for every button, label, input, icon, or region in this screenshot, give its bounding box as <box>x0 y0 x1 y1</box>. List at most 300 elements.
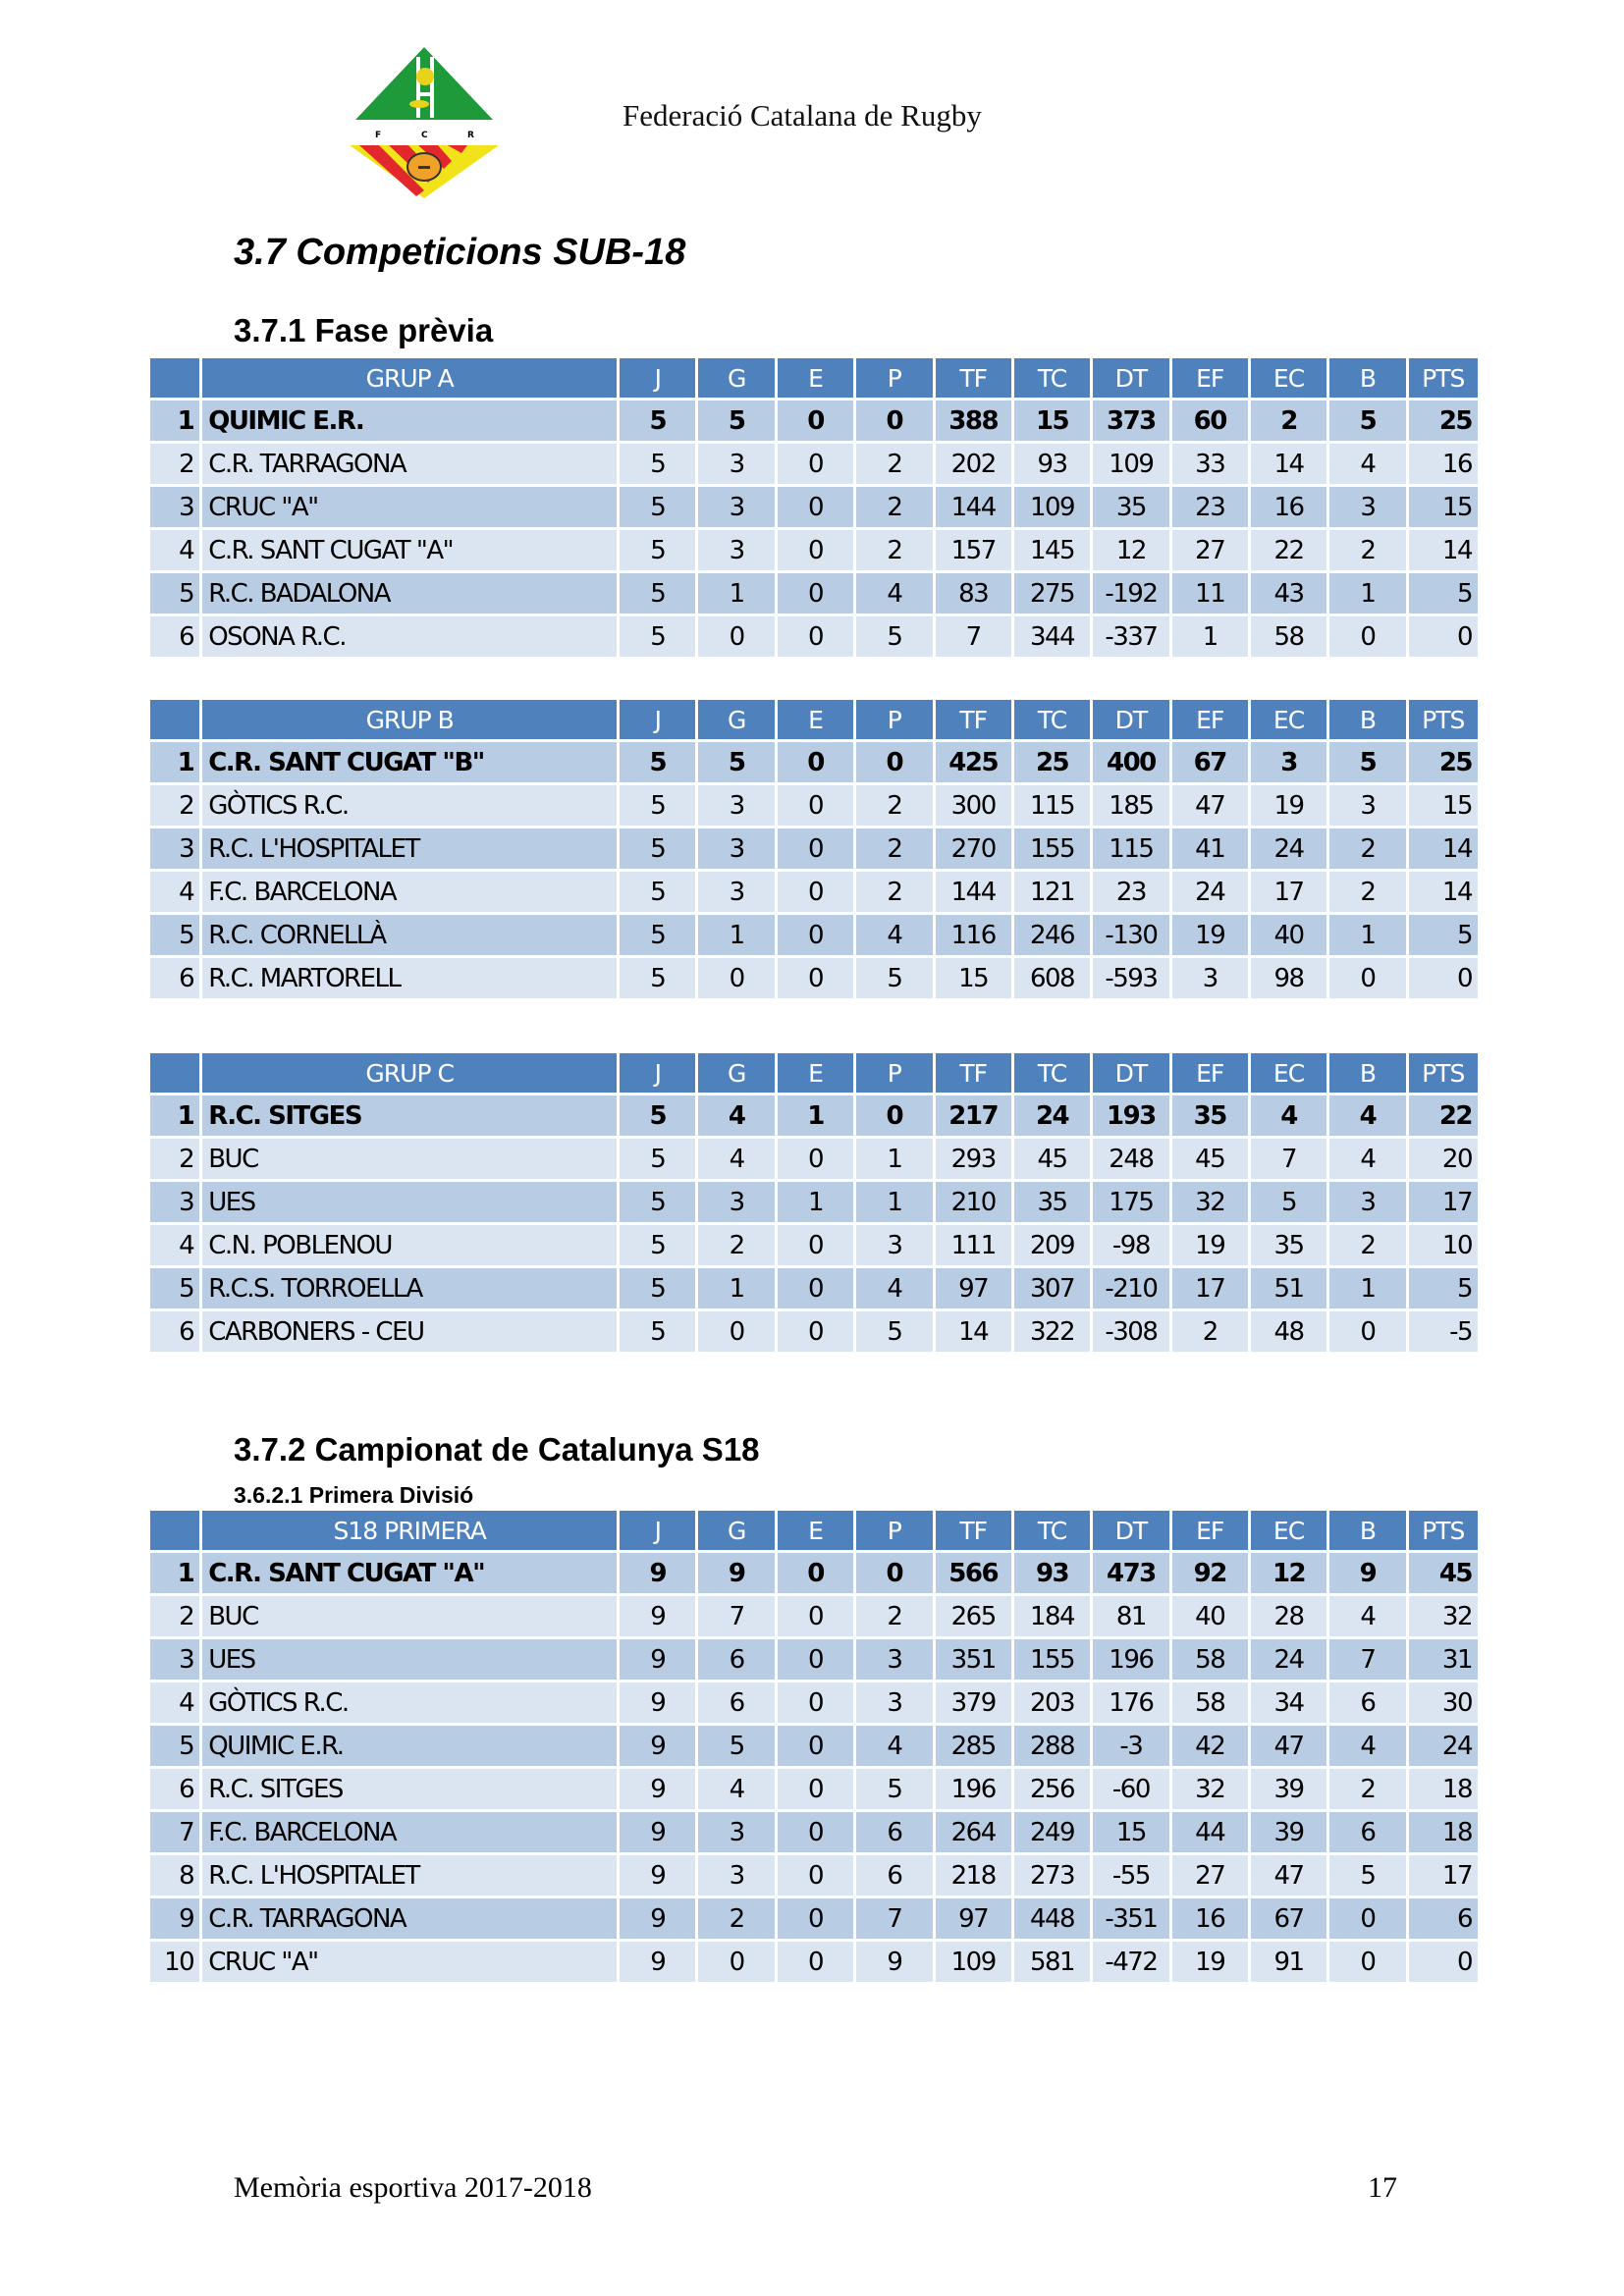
j-cell: 5 <box>620 958 695 998</box>
j-cell: 9 <box>620 1855 695 1896</box>
tf-cell: 293 <box>936 1139 1011 1179</box>
pts-cell: 16 <box>1409 444 1478 484</box>
b-cell: 0 <box>1329 1898 1405 1939</box>
dt-cell: -593 <box>1093 958 1168 998</box>
p-cell: 1 <box>856 1182 932 1222</box>
ec-cell: 17 <box>1251 872 1326 912</box>
tc-cell: 155 <box>1014 1639 1090 1680</box>
j-cell: 9 <box>620 1942 695 1982</box>
e-cell: 1 <box>778 1182 853 1222</box>
tf-cell: 157 <box>936 530 1011 570</box>
j-cell: 9 <box>620 1639 695 1680</box>
dt-cell: -308 <box>1093 1311 1168 1352</box>
section-title: 3.7 Competicions SUB-18 <box>234 232 686 273</box>
table-row <box>150 1268 1478 1308</box>
team-name-cell: CRUC "A" <box>202 487 617 527</box>
b-cell: 4 <box>1329 444 1405 484</box>
tf-cell: 97 <box>936 1898 1011 1939</box>
ec-cell: 34 <box>1251 1682 1326 1723</box>
b-cell: 0 <box>1329 958 1405 998</box>
dt-cell: 176 <box>1093 1682 1168 1723</box>
rank-cell: 2 <box>150 785 199 826</box>
column-header-ec: EC <box>1251 358 1326 398</box>
e-cell: 0 <box>778 1268 853 1308</box>
b-cell: 4 <box>1329 1095 1405 1136</box>
table-row <box>150 872 1478 912</box>
b-cell: 0 <box>1329 1942 1405 1982</box>
tc-cell: 155 <box>1014 828 1090 869</box>
tf-cell: 218 <box>936 1855 1011 1896</box>
p-cell: 5 <box>856 958 932 998</box>
ec-cell: 7 <box>1251 1139 1326 1179</box>
g-cell: 0 <box>698 1942 774 1982</box>
ef-cell: 45 <box>1172 1139 1248 1179</box>
b-cell: 4 <box>1329 1726 1405 1766</box>
column-header-b: B <box>1329 700 1405 739</box>
ec-cell: 19 <box>1251 785 1326 826</box>
dt-cell: 373 <box>1093 400 1168 441</box>
g-cell: 1 <box>698 573 774 614</box>
dt-cell: -130 <box>1093 915 1168 955</box>
j-cell: 5 <box>620 915 695 955</box>
dt-cell: 115 <box>1093 828 1168 869</box>
column-header-p: P <box>856 1053 932 1093</box>
column-header-tf: TF <box>936 1511 1011 1550</box>
column-header-ec: EC <box>1251 1053 1326 1093</box>
e-cell: 0 <box>778 1855 853 1896</box>
b-cell: 0 <box>1329 1311 1405 1352</box>
j-cell: 5 <box>620 872 695 912</box>
e-cell: 0 <box>778 616 853 657</box>
p-cell: 3 <box>856 1639 932 1680</box>
tc-cell: 209 <box>1014 1225 1090 1265</box>
table-row <box>150 742 1478 782</box>
table-row <box>150 1553 1478 1593</box>
table-title: GRUP A <box>202 358 617 398</box>
column-header-pts: PTS <box>1409 1053 1478 1093</box>
dt-cell: 473 <box>1093 1553 1168 1593</box>
g-cell: 3 <box>698 444 774 484</box>
table-row <box>150 573 1478 614</box>
pts-cell: 30 <box>1409 1682 1478 1723</box>
j-cell: 5 <box>620 1268 695 1308</box>
tc-cell: 581 <box>1014 1942 1090 1982</box>
pts-cell: 20 <box>1409 1139 1478 1179</box>
tc-cell: 288 <box>1014 1726 1090 1766</box>
table-row <box>150 1682 1478 1723</box>
footer-page-number: 17 <box>1368 2171 1397 2204</box>
column-header-g: G <box>698 1053 774 1093</box>
tc-cell: 15 <box>1014 400 1090 441</box>
tf-cell: 97 <box>936 1268 1011 1308</box>
pts-cell: 14 <box>1409 828 1478 869</box>
column-header-ec: EC <box>1251 1511 1326 1550</box>
j-cell: 5 <box>620 742 695 782</box>
tc-cell: 448 <box>1014 1898 1090 1939</box>
logo-letter-c: C <box>421 131 428 140</box>
tf-cell: 15 <box>936 958 1011 998</box>
j-cell: 5 <box>620 1139 695 1179</box>
column-header-j: J <box>620 1511 695 1550</box>
p-cell: 2 <box>856 1596 932 1636</box>
table-row <box>150 1855 1478 1896</box>
ef-cell: 60 <box>1172 400 1248 441</box>
ef-cell: 42 <box>1172 1726 1248 1766</box>
e-cell: 0 <box>778 1942 853 1982</box>
team-name-cell: BUC <box>202 1139 617 1179</box>
column-header-tc: TC <box>1014 1053 1090 1093</box>
team-name-cell: QUIMIC E.R. <box>202 1726 617 1766</box>
team-name-cell: F.C. BARCELONA <box>202 1812 617 1852</box>
pts-cell: 5 <box>1409 1268 1478 1308</box>
j-cell: 5 <box>620 1311 695 1352</box>
b-cell: 3 <box>1329 785 1405 826</box>
e-cell: 0 <box>778 742 853 782</box>
dt-cell: -472 <box>1093 1942 1168 1982</box>
j-cell: 9 <box>620 1769 695 1809</box>
dt-cell: 12 <box>1093 530 1168 570</box>
ef-cell: 17 <box>1172 1268 1248 1308</box>
pts-cell: 14 <box>1409 530 1478 570</box>
p-cell: 2 <box>856 444 932 484</box>
b-cell: 2 <box>1329 828 1405 869</box>
tf-cell: 144 <box>936 872 1011 912</box>
team-name-cell: C.R. SANT CUGAT "A" <box>202 530 617 570</box>
subsubsection-title-primera-divisio: 3.6.2.1 Primera Divisió <box>234 1482 474 1508</box>
tc-cell: 184 <box>1014 1596 1090 1636</box>
table-title: GRUP C <box>202 1053 617 1093</box>
team-name-cell: R.C. SITGES <box>202 1095 617 1136</box>
logo-letter-f: F <box>375 131 382 140</box>
p-cell: 7 <box>856 1898 932 1939</box>
column-header-tc: TC <box>1014 700 1090 739</box>
column-header-tc: TC <box>1014 358 1090 398</box>
p-cell: 0 <box>856 400 932 441</box>
dt-cell: 400 <box>1093 742 1168 782</box>
b-cell: 1 <box>1329 1268 1405 1308</box>
e-cell: 0 <box>778 400 853 441</box>
pts-cell: 5 <box>1409 915 1478 955</box>
table-header <box>150 1053 1478 1093</box>
column-header-pts: PTS <box>1409 358 1478 398</box>
e-cell: 0 <box>778 785 853 826</box>
pts-cell: 24 <box>1409 1726 1478 1766</box>
tf-cell: 210 <box>936 1182 1011 1222</box>
p-cell: 4 <box>856 1268 932 1308</box>
rank-cell: 4 <box>150 872 199 912</box>
ec-cell: 2 <box>1251 400 1326 441</box>
standings-table-s18-primera <box>147 1508 1481 1985</box>
rank-cell: 6 <box>150 1311 199 1352</box>
team-name-cell: R.C. MARTORELL <box>202 958 617 998</box>
rank-cell: 6 <box>150 616 199 657</box>
table-row <box>150 828 1478 869</box>
e-cell: 0 <box>778 573 853 614</box>
header-rank-cell <box>150 700 199 739</box>
tf-cell: 116 <box>936 915 1011 955</box>
g-cell: 3 <box>698 487 774 527</box>
ef-cell: 32 <box>1172 1769 1248 1809</box>
team-name-cell: R.C. L'HOSPITALET <box>202 828 617 869</box>
ef-cell: 92 <box>1172 1553 1248 1593</box>
team-name-cell: F.C. BARCELONA <box>202 872 617 912</box>
dt-cell: -3 <box>1093 1726 1168 1766</box>
b-cell: 2 <box>1329 872 1405 912</box>
tc-cell: 109 <box>1014 487 1090 527</box>
p-cell: 0 <box>856 1553 932 1593</box>
team-name-cell: GÒTICS R.C. <box>202 1682 617 1723</box>
footer-document-title: Memòria esportiva 2017-2018 <box>234 2171 592 2204</box>
ec-cell: 39 <box>1251 1769 1326 1809</box>
team-name-cell: C.R. SANT CUGAT "A" <box>202 1553 617 1593</box>
e-cell: 0 <box>778 1596 853 1636</box>
team-name-cell: R.C. BADALONA <box>202 573 617 614</box>
g-cell: 3 <box>698 872 774 912</box>
table-header <box>150 1511 1478 1550</box>
table-row <box>150 530 1478 570</box>
column-header-tf: TF <box>936 358 1011 398</box>
j-cell: 5 <box>620 400 695 441</box>
p-cell: 4 <box>856 573 932 614</box>
pts-cell: 14 <box>1409 872 1478 912</box>
column-header-ef: EF <box>1172 358 1248 398</box>
ef-cell: 27 <box>1172 530 1248 570</box>
pts-cell: 15 <box>1409 785 1478 826</box>
ec-cell: 39 <box>1251 1812 1326 1852</box>
e-cell: 0 <box>778 1898 853 1939</box>
g-cell: 5 <box>698 400 774 441</box>
table-row <box>150 1726 1478 1766</box>
e-cell: 0 <box>778 530 853 570</box>
g-cell: 0 <box>698 958 774 998</box>
tf-cell: 270 <box>936 828 1011 869</box>
ef-cell: 33 <box>1172 444 1248 484</box>
j-cell: 5 <box>620 616 695 657</box>
ec-cell: 98 <box>1251 958 1326 998</box>
g-cell: 5 <box>698 1726 774 1766</box>
table-row <box>150 400 1478 441</box>
p-cell: 9 <box>856 1942 932 1982</box>
b-cell: 1 <box>1329 573 1405 614</box>
rank-cell: 3 <box>150 487 199 527</box>
ef-cell: 44 <box>1172 1812 1248 1852</box>
ef-cell: 23 <box>1172 487 1248 527</box>
ef-cell: 58 <box>1172 1682 1248 1723</box>
team-name-cell: R.C. L'HOSPITALET <box>202 1855 617 1896</box>
ec-cell: 16 <box>1251 487 1326 527</box>
table-row <box>150 444 1478 484</box>
p-cell: 3 <box>856 1225 932 1265</box>
table-row <box>150 1942 1478 1982</box>
ef-cell: 3 <box>1172 958 1248 998</box>
p-cell: 5 <box>856 1769 932 1809</box>
j-cell: 9 <box>620 1898 695 1939</box>
column-header-p: P <box>856 700 932 739</box>
ec-cell: 40 <box>1251 915 1326 955</box>
g-cell: 1 <box>698 915 774 955</box>
ec-cell: 43 <box>1251 573 1326 614</box>
tf-cell: 388 <box>936 400 1011 441</box>
e-cell: 0 <box>778 1553 853 1593</box>
tc-cell: 246 <box>1014 915 1090 955</box>
e-cell: 0 <box>778 915 853 955</box>
j-cell: 5 <box>620 573 695 614</box>
column-header-g: G <box>698 1511 774 1550</box>
ec-cell: 35 <box>1251 1225 1326 1265</box>
team-name-cell: C.R. TARRAGONA <box>202 444 617 484</box>
pts-cell: 25 <box>1409 742 1478 782</box>
ec-cell: 12 <box>1251 1553 1326 1593</box>
team-name-cell: BUC <box>202 1596 617 1636</box>
g-cell: 3 <box>698 828 774 869</box>
tf-cell: 109 <box>936 1942 1011 1982</box>
pts-cell: 25 <box>1409 400 1478 441</box>
team-name-cell: OSONA R.C. <box>202 616 617 657</box>
tc-cell: 273 <box>1014 1855 1090 1896</box>
tc-cell: 115 <box>1014 785 1090 826</box>
ef-cell: 19 <box>1172 1225 1248 1265</box>
e-cell: 0 <box>778 872 853 912</box>
subsection-title-fase-previa: 3.7.1 Fase prèvia <box>234 312 494 348</box>
column-header-g: G <box>698 700 774 739</box>
p-cell: 6 <box>856 1855 932 1896</box>
tf-cell: 202 <box>936 444 1011 484</box>
g-cell: 4 <box>698 1139 774 1179</box>
dt-cell: -192 <box>1093 573 1168 614</box>
tf-cell: 196 <box>936 1769 1011 1809</box>
rank-cell: 4 <box>150 1682 199 1723</box>
ec-cell: 58 <box>1251 616 1326 657</box>
pts-cell: 6 <box>1409 1898 1478 1939</box>
ef-cell: 19 <box>1172 915 1248 955</box>
table-row <box>150 487 1478 527</box>
column-header-dt: DT <box>1093 1511 1168 1550</box>
table-row <box>150 785 1478 826</box>
g-cell: 3 <box>698 1812 774 1852</box>
p-cell: 0 <box>856 742 932 782</box>
ef-cell: 27 <box>1172 1855 1248 1896</box>
column-header-ef: EF <box>1172 700 1248 739</box>
tc-cell: 256 <box>1014 1769 1090 1809</box>
g-cell: 9 <box>698 1553 774 1593</box>
b-cell: 1 <box>1329 915 1405 955</box>
ef-cell: 35 <box>1172 1095 1248 1136</box>
ec-cell: 14 <box>1251 444 1326 484</box>
tc-cell: 35 <box>1014 1182 1090 1222</box>
e-cell: 0 <box>778 1225 853 1265</box>
j-cell: 9 <box>620 1682 695 1723</box>
j-cell: 9 <box>620 1812 695 1852</box>
ec-cell: 47 <box>1251 1726 1326 1766</box>
pts-cell: 17 <box>1409 1182 1478 1222</box>
rank-cell: 1 <box>150 1553 199 1593</box>
column-header-pts: PTS <box>1409 1511 1478 1550</box>
tc-cell: 93 <box>1014 1553 1090 1593</box>
rank-cell: 5 <box>150 573 199 614</box>
tf-cell: 83 <box>936 573 1011 614</box>
p-cell: 2 <box>856 828 932 869</box>
ec-cell: 28 <box>1251 1596 1326 1636</box>
p-cell: 0 <box>856 1095 932 1136</box>
g-cell: 5 <box>698 742 774 782</box>
rank-cell: 3 <box>150 828 199 869</box>
column-header-j: J <box>620 700 695 739</box>
b-cell: 5 <box>1329 742 1405 782</box>
table-row <box>150 1769 1478 1809</box>
dt-cell: -55 <box>1093 1855 1168 1896</box>
ef-cell: 16 <box>1172 1898 1248 1939</box>
p-cell: 2 <box>856 785 932 826</box>
pts-cell: 0 <box>1409 958 1478 998</box>
ec-cell: 22 <box>1251 530 1326 570</box>
tc-cell: 249 <box>1014 1812 1090 1852</box>
header-rank-cell <box>150 358 199 398</box>
ef-cell: 67 <box>1172 742 1248 782</box>
team-name-cell: R.C.S. TORROELLA <box>202 1268 617 1308</box>
tc-cell: 93 <box>1014 444 1090 484</box>
dt-cell: 109 <box>1093 444 1168 484</box>
team-name-cell: UES <box>202 1639 617 1680</box>
column-header-j: J <box>620 1053 695 1093</box>
table-row <box>150 1225 1478 1265</box>
rank-cell: 5 <box>150 1726 199 1766</box>
team-name-cell: R.C. SITGES <box>202 1769 617 1809</box>
table-title: GRUP B <box>202 700 617 739</box>
p-cell: 2 <box>856 872 932 912</box>
column-header-b: B <box>1329 1053 1405 1093</box>
rank-cell: 1 <box>150 1095 199 1136</box>
column-header-tc: TC <box>1014 1511 1090 1550</box>
pts-cell: 0 <box>1409 616 1478 657</box>
ec-cell: 47 <box>1251 1855 1326 1896</box>
b-cell: 3 <box>1329 1182 1405 1222</box>
e-cell: 0 <box>778 1639 853 1680</box>
table-row <box>150 1182 1478 1222</box>
column-header-g: G <box>698 358 774 398</box>
rank-cell: 2 <box>150 1596 199 1636</box>
dt-cell: -60 <box>1093 1769 1168 1809</box>
p-cell: 4 <box>856 915 932 955</box>
g-cell: 0 <box>698 616 774 657</box>
rank-cell: 8 <box>150 1855 199 1896</box>
organization-name: Federació Catalana de Rugby <box>623 98 982 133</box>
tc-cell: 45 <box>1014 1139 1090 1179</box>
g-cell: 6 <box>698 1639 774 1680</box>
team-name-cell: QUIMIC E.R. <box>202 400 617 441</box>
table-header <box>150 700 1478 739</box>
tc-cell: 24 <box>1014 1095 1090 1136</box>
ef-cell: 58 <box>1172 1639 1248 1680</box>
rank-cell: 7 <box>150 1812 199 1852</box>
rank-cell: 1 <box>150 742 199 782</box>
table-row <box>150 1812 1478 1852</box>
rank-cell: 6 <box>150 1769 199 1809</box>
dt-cell: 81 <box>1093 1596 1168 1636</box>
dt-cell: 15 <box>1093 1812 1168 1852</box>
table-row <box>150 958 1478 998</box>
j-cell: 5 <box>620 444 695 484</box>
table-row <box>150 1898 1478 1939</box>
column-header-p: P <box>856 358 932 398</box>
e-cell: 0 <box>778 828 853 869</box>
ef-cell: 2 <box>1172 1311 1248 1352</box>
tf-cell: 285 <box>936 1726 1011 1766</box>
ec-cell: 24 <box>1251 828 1326 869</box>
b-cell: 5 <box>1329 400 1405 441</box>
ec-cell: 5 <box>1251 1182 1326 1222</box>
rank-cell: 9 <box>150 1898 199 1939</box>
g-cell: 3 <box>698 785 774 826</box>
